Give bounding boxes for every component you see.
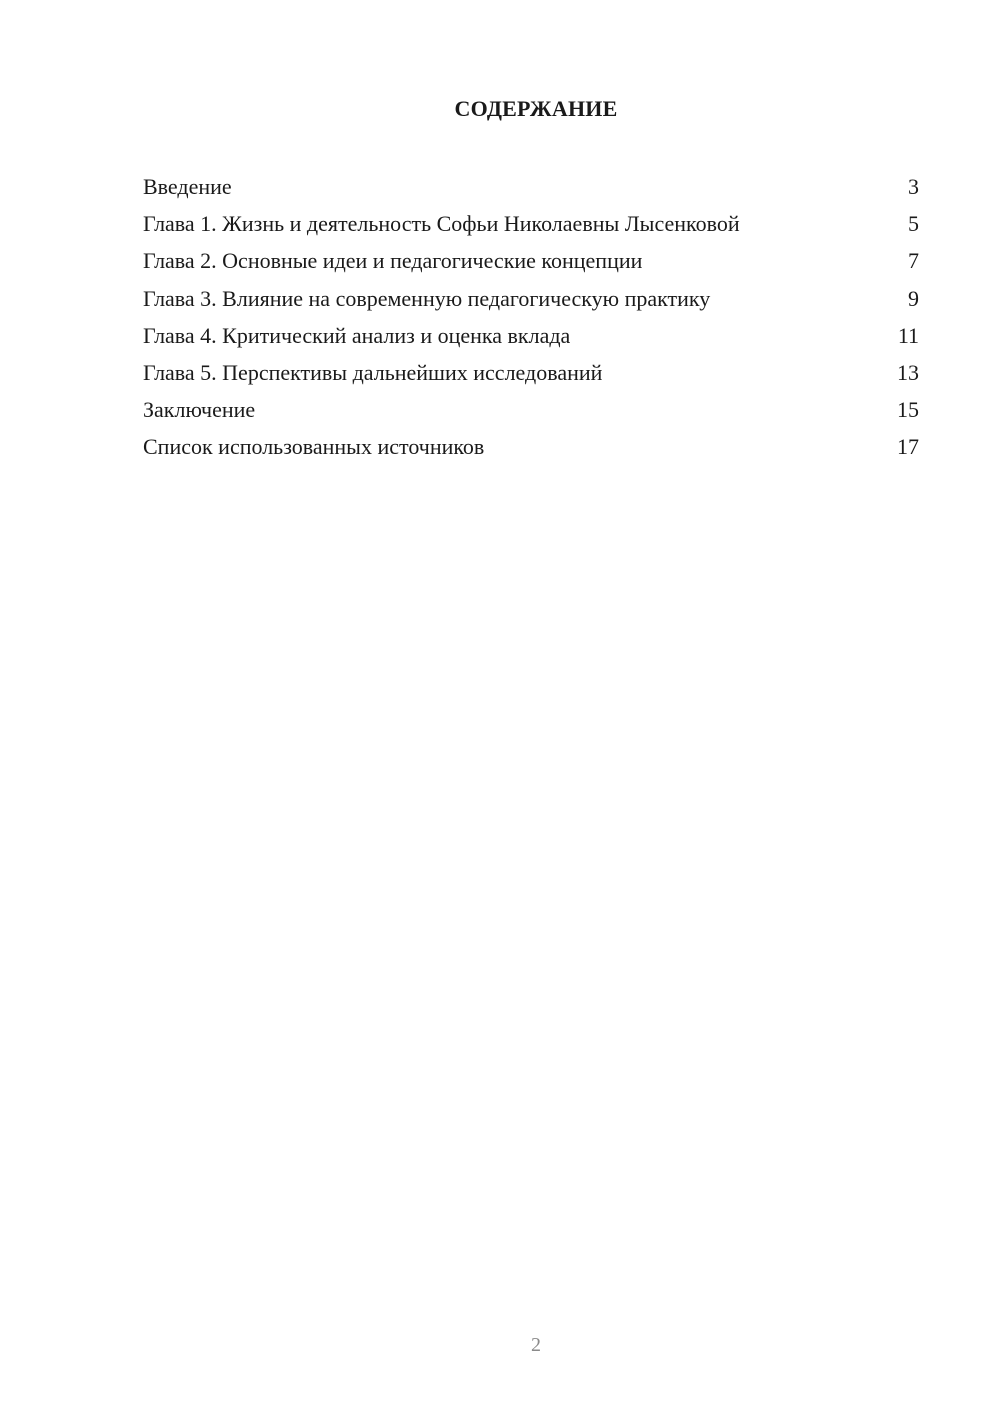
toc-entry-label: Глава 2. Основные идеи и педагогические концепции xyxy=(143,248,643,274)
toc-entry-label: Список использованных источников xyxy=(143,434,485,460)
toc-entry-label: Глава 3. Влияние на современную педагогическую практику xyxy=(143,285,711,311)
toc-entry-label: Глава 5. Перспективы дальнейших исследований xyxy=(143,359,603,385)
toc-entry-references xyxy=(143,428,919,465)
toc-entry-label: Глава 1. Жизнь и деятельность Софьи Николаевны Лысенковой xyxy=(143,211,740,237)
page-title: СОДЕРЖАНИЕ xyxy=(454,96,618,121)
toc-entry-page: 3 xyxy=(908,174,919,199)
toc-entry-page: 9 xyxy=(908,285,919,311)
toc-entry-label: Глава 4. Критический анализ и оценка вклада xyxy=(143,322,571,348)
toc-entry-chapter-4 xyxy=(143,317,919,354)
toc-entry-chapter-2 xyxy=(143,242,919,279)
toc-entry-chapter-5 xyxy=(143,354,919,391)
page-number: 2 xyxy=(531,1334,541,1356)
toc-entry-page: 15 xyxy=(897,397,919,423)
toc-entry-chapter-1 xyxy=(143,205,919,242)
toc-entry-page: 7 xyxy=(908,248,919,274)
table-of-contents xyxy=(143,168,919,466)
toc-entry-chapter-3 xyxy=(143,280,919,317)
toc-entry-introduction xyxy=(143,168,919,205)
toc-entry-label: Введение xyxy=(143,174,232,199)
toc-entry-page: 11 xyxy=(897,322,919,348)
toc-entry-label: Заключение xyxy=(143,397,256,423)
toc-entry-page: 13 xyxy=(897,359,919,385)
toc-entry-page: 17 xyxy=(897,434,919,460)
toc-entry-conclusion xyxy=(143,391,919,428)
toc-entry-page: 5 xyxy=(908,211,919,237)
